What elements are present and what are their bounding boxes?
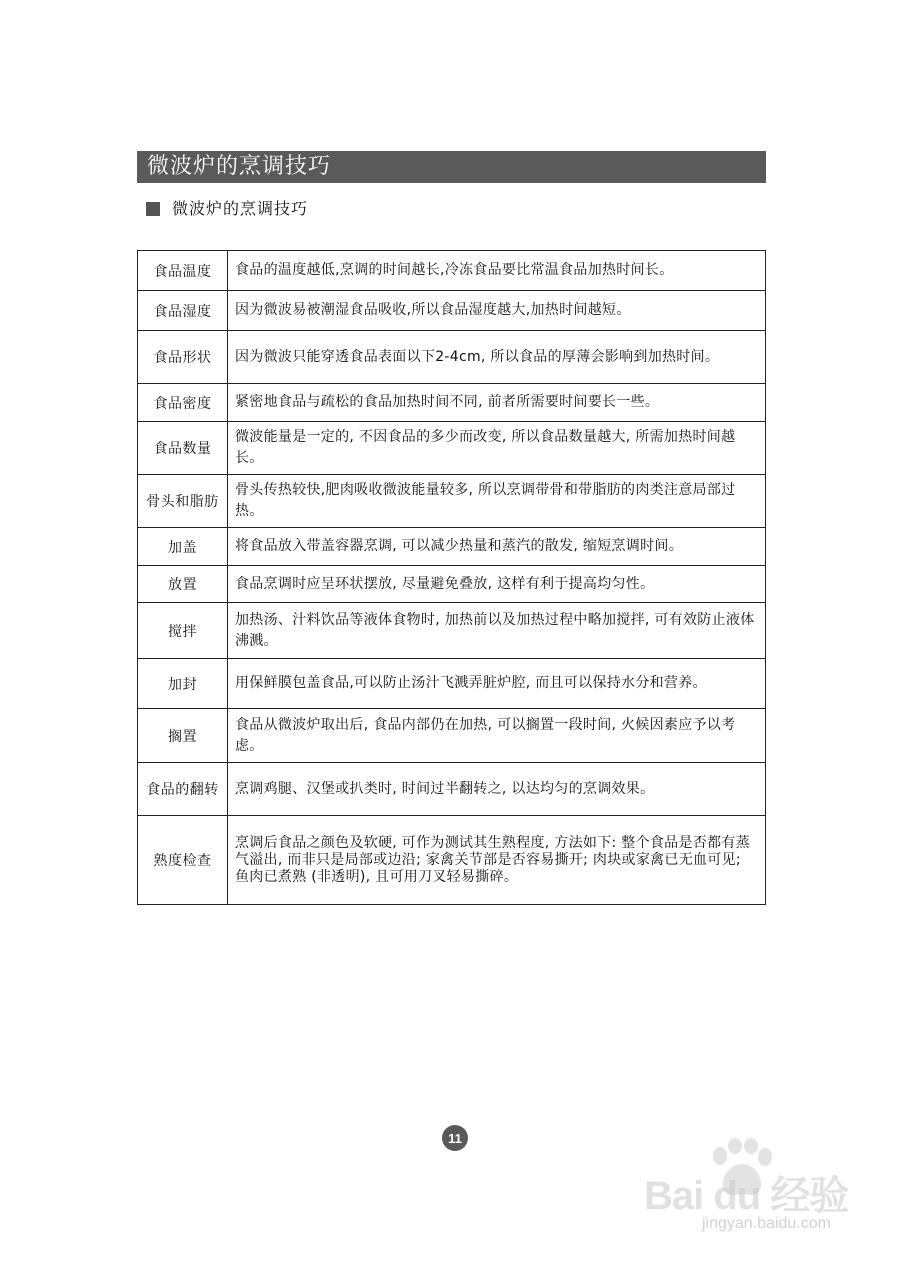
- bullet-square-icon: [146, 202, 160, 216]
- table-row: [138, 762, 765, 815]
- row-name: 熟度检查: [138, 816, 228, 904]
- row-description: 将食品放入带盖容器烹调, 可以减少热量和蒸汽的散发, 缩短烹调时间。: [235, 538, 683, 554]
- table-row: [138, 565, 765, 602]
- row-name: 放置: [138, 566, 228, 602]
- row-name: 骨头和脂肪: [138, 475, 228, 527]
- row-description: 烹调后食品之颜色及软硬, 可作为测试其生熟程度, 方法如下: 整个食品是否都有蒸气溢出, 而非只是局部或边沿; 家禽关节部是否容易撕开; 肉块或家禽已无血可见; 鱼肉已煮熟 (非透明), 且可用刀叉轻易撕碎。: [235, 834, 750, 885]
- row-name: 搁置: [138, 709, 228, 762]
- table-row: [138, 421, 765, 474]
- page-title: 微波炉的烹调技巧: [147, 154, 332, 179]
- row-description: 微波能量是一定的, 不因食品的多少而改变, 所以食品数量越大, 所需加热时间越长。: [235, 429, 736, 466]
- table-row: [138, 330, 765, 383]
- row-description: 紧密地食品与疏松的食品加热时间不同, 前者所需要时间要长一些。: [235, 394, 660, 410]
- table-row: [138, 474, 765, 527]
- row-description: 烹调鸡腿、汉堡或扒类时, 时间过半翻转之, 以达均匀的烹调效果。: [235, 780, 655, 797]
- row-description: 因为微波易被潮湿食品吸收,所以食品湿度越大,加热时间越短。: [235, 302, 631, 318]
- row-description: 食品从微波炉取出后, 食品内部仍在加热, 可以搁置一段时间, 火候因素应予以考虑。: [235, 716, 736, 754]
- row-name: 食品形状: [138, 331, 228, 383]
- row-description: 食品的温度越低,烹调的时间越长,冷冻食品要比常温食品加热时间长。: [235, 262, 674, 278]
- row-name: 加封: [138, 659, 228, 708]
- row-name: 食品密度: [138, 384, 228, 421]
- watermark-url: jingyan.baidu.com: [702, 1215, 831, 1232]
- row-name: 搅拌: [138, 603, 228, 658]
- row-name: 食品湿度: [138, 291, 228, 330]
- table-row: [138, 527, 765, 565]
- table-row: [138, 290, 765, 330]
- row-name: 食品的翻转: [138, 763, 228, 815]
- page-number-badge: 11: [442, 1125, 468, 1151]
- row-description: 骨头传热较快,肥肉吸收微波能量较多, 所以烹调带骨和带脂肪的肉类注意局部过热。: [235, 482, 736, 519]
- table-row: [138, 383, 765, 421]
- row-description: 因为微波只能穿透食品表面以下2-4cm, 所以食品的厚薄会影响到加热时间。: [235, 348, 720, 365]
- page-header-bar: [137, 151, 766, 183]
- row-name: 加盖: [138, 528, 228, 565]
- table-row: [138, 708, 765, 762]
- table-row: [138, 815, 765, 904]
- row-name: 食品温度: [138, 251, 228, 290]
- row-description: 加热汤、汁料饮品等液体食物时, 加热前以及加热过程中略加搅拌, 可有效防止液体沸溅。: [235, 611, 755, 649]
- cooking-tips-table: [137, 250, 766, 905]
- table-row: [138, 658, 765, 708]
- table-row: [138, 602, 765, 658]
- watermark-brand: Bai du 经验: [644, 1174, 849, 1218]
- row-description: 食品烹调时应呈环状摆放, 尽量避免叠放, 这样有利于提高均匀性。: [235, 575, 655, 592]
- baidu-jingyan-watermark: [640, 1138, 870, 1238]
- row-description: 用保鲜膜包盖食品,可以防止汤汁飞溅弄脏炉腔, 而且可以保持水分和营养。: [235, 675, 707, 691]
- section-heading-label: 微波炉的烹调技巧: [172, 199, 309, 218]
- row-name: 食品数量: [138, 422, 228, 474]
- table-row: [138, 251, 765, 290]
